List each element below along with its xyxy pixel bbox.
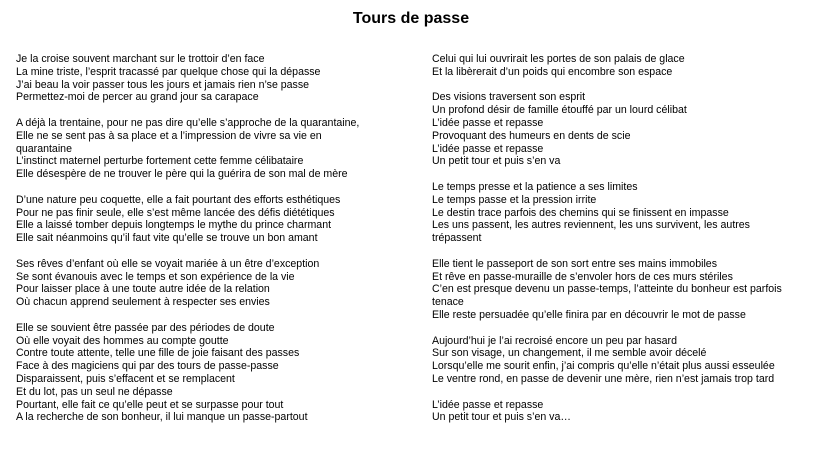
poem-line: Pour laisser place à une toute autre idée de la relation <box>16 283 270 296</box>
poem-line: Le temps passe et la pression irrite <box>432 193 597 206</box>
poem-line: Elle sait néanmoins qu’il faut vite qu’elle se trouve un bon amant <box>16 232 318 245</box>
poem-line: Le destin trace parfois des chemins qui se finissent en impasse <box>432 206 729 219</box>
poem-line: Lorsqu’elle me sourit enfin, j’ai compris qu’elle n’était plus aussi esseulée <box>432 360 775 373</box>
poem-line: Elle se souvient être passée par des périodes de doute <box>16 321 275 334</box>
poem-line: Face à des magiciens qui par des tours de passe-passe <box>16 360 279 373</box>
poem-line: Un petit tour et puis s’en va <box>432 155 561 168</box>
poem-line: Le temps presse et la patience a ses limites <box>432 180 638 193</box>
poem-line: La mine triste, l’esprit tracassé par quelque chose qui la dépasse <box>16 65 321 78</box>
poem-line: Et la libèrerait d’un poids qui encombre son espace <box>432 65 673 78</box>
stanza <box>432 181 817 245</box>
poem-line: Et rêve en passe-muraille de s’envoler hors de ces murs stériles <box>432 270 733 283</box>
poem-line: Et du lot, pas un seul ne dépasse <box>16 385 173 398</box>
poem-line: Un petit tour et puis s’en va… <box>432 411 571 424</box>
poem-line: Permettez-moi de percer au grand jour sa carapace <box>16 91 259 104</box>
poem-line: Contre toute attente, telle une fille de joie faisant des passes <box>16 347 300 360</box>
poem-line: Ses rêves d’enfant où elle se voyait mariée à un être d’exception <box>16 257 320 270</box>
poem-line: Celui qui lui ouvrirait les portes de son palais de glace <box>432 53 685 65</box>
poem-line: A la recherche de son bonheur, il lui manque un passe-partout <box>16 411 308 424</box>
poem-line: L’idée passe et repasse <box>432 116 544 129</box>
poem-line: Des visions traversent son esprit <box>432 91 586 104</box>
poem-line: Un profond désir de famille étouffé par un lourd célibat <box>432 104 687 117</box>
poem-line: L’idée passe et repasse <box>432 142 544 155</box>
poem-line: Pourtant, elle fait ce qu’elle peut et se surpasse pour tout <box>16 398 284 411</box>
poem-line: Sur son visage, un changement, il me semble avoir décelé <box>432 347 707 360</box>
poem-line: Elle ne se sent pas à sa place et a l’impression de vivre sa vie en <box>16 129 322 142</box>
stanza <box>16 322 411 424</box>
poem-line: L’instinct maternel perturbe fortement cette femme célibataire <box>16 155 304 168</box>
poem-title: Tours de passe <box>352 10 470 27</box>
poem-line: Les uns passent, les autres reviennent, les uns survivent, les autres <box>432 219 750 232</box>
poem-line: Le ventre rond, en passe de devenir une mère, rien n’est jamais trop tard <box>432 372 775 385</box>
poem-line: C’en est presque devenu un passe-temps, l’atteinte du bonheur est parfois <box>432 283 782 296</box>
poem-line: Elle tient le passeport de son sort entre ses mains immobiles <box>432 257 717 270</box>
stanza <box>432 91 817 168</box>
stanza <box>16 194 411 245</box>
poem-line: Où elle voyait des hommes au compte goutte <box>16 334 229 347</box>
left-column <box>16 53 411 437</box>
poem-line: Provoquant des humeurs en dents de scie <box>432 129 631 142</box>
poem-line: D’une nature peu coquette, elle a fait pourtant des efforts esthétiques <box>16 193 341 206</box>
poem-line: Elle reste persuadée qu’elle finira par en découvrir le mot de passe <box>432 308 746 321</box>
poem-line: Aujourd’hui je l’ai recroisé encore un peu par hasard <box>432 334 677 347</box>
stanza <box>432 53 817 79</box>
stanza <box>16 53 411 104</box>
stanza <box>16 117 411 181</box>
stanza <box>16 258 411 309</box>
poem-line: A déjà la trentaine, pour ne pas dire qu’elle s’approche de la quarantaine, <box>16 116 360 129</box>
right-column <box>432 53 817 437</box>
poem-line: Disparaissent, puis s’effacent et se remplacent <box>16 372 235 385</box>
poem-line: Pour ne pas finir seule, elle s’est même lancée des défis diététiques <box>16 206 335 219</box>
stanza <box>432 399 817 425</box>
poem-line: Elle désespère de ne trouver le père qui la guérira de son mal de mère <box>16 168 348 181</box>
stanza <box>432 335 817 386</box>
poem-line: Elle a laissé tomber depuis longtemps le mythe du prince charmant <box>16 219 332 232</box>
poem-line: quarantaine <box>16 142 72 155</box>
poem-line: Où chacun apprend seulement à respecter ses envies <box>16 296 270 309</box>
poem-line: trépassent <box>432 232 482 245</box>
poem-line: J’ai beau la voir passer tous les jours et jamais rien n’se passe <box>16 78 310 91</box>
poem-line: tenace <box>432 296 464 309</box>
poem-line: Se sont évanouis avec le temps et son expérience de la vie <box>16 270 295 283</box>
stanza <box>432 258 817 322</box>
poem-line: L’idée passe et repasse <box>432 398 544 411</box>
poem-line: Je la croise souvent marchant sur le trottoir d’en face <box>16 53 265 65</box>
